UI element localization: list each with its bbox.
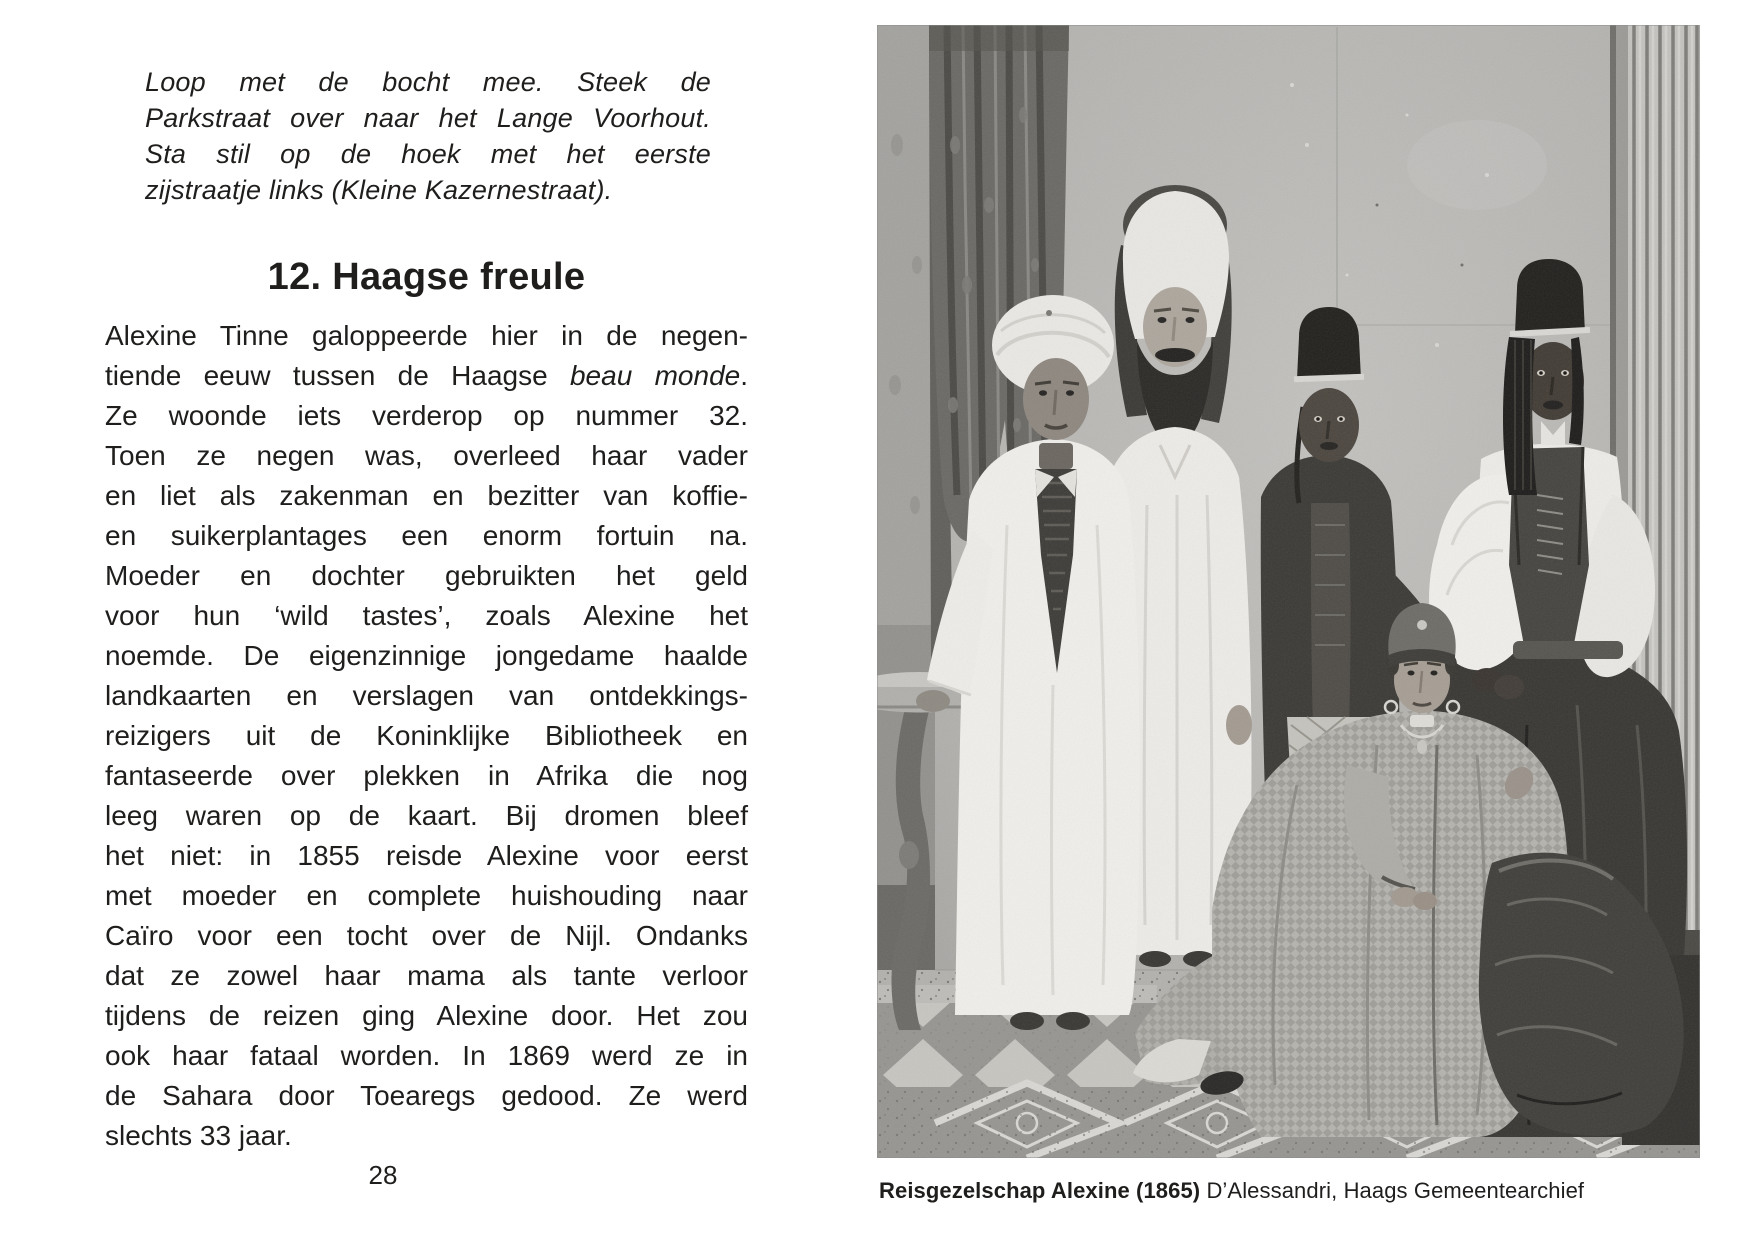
text-line: en suikerplantages een enorm fortuin na. <box>105 520 748 551</box>
text-line: Loop met de bocht mee. Steek de <box>145 67 711 97</box>
text-line: Parkstraat over naar het Lange Voorhout. <box>145 103 711 133</box>
chapter-heading: 12. Haagse freule <box>267 256 586 298</box>
text-line: dat ze zowel haar mama als tante verloor <box>105 960 748 991</box>
text-line: zijstraatje links (Kleine Kazernestraat). <box>145 175 613 205</box>
text-line: fantaseerde over plekken in Afrika die nog <box>105 760 748 791</box>
text-line: leeg waren op de kaart. Bij dromen bleef <box>105 800 748 831</box>
text-line: Alexine Tinne galoppeerde hier in de negen- <box>105 320 748 351</box>
body-paragraph <box>105 316 748 1156</box>
caption-title: Reisgezelschap Alexine (1865) <box>879 1178 1201 1203</box>
page-number: 28 <box>368 1160 398 1190</box>
text-line: Ze woonde iets verderop op nummer 32. <box>105 400 748 431</box>
text-line: reizigers uit de Koninklijke Bibliotheek en <box>105 720 748 751</box>
text-line: Toen ze negen was, overleed haar vader <box>105 440 748 471</box>
text-line: ook haar fataal worden. In 1869 werd ze in <box>105 1040 748 1071</box>
text-line: voor hun ‘wild tastes’, zoals Alexine het <box>105 600 748 631</box>
text-line: met moeder en complete huishouding naar <box>105 880 748 911</box>
text-line: slechts 33 jaar. <box>105 1120 292 1151</box>
text-line: Moeder en dochter gebruikten het geld <box>105 560 748 591</box>
text-line: en liet als zakenman en bezitter van koffie- <box>105 480 748 511</box>
travel-group-photograph <box>877 25 1700 1158</box>
text-line: Caïro voor een tocht over de Nijl. Ondanks <box>105 920 748 951</box>
text-line: het niet: in 1855 reisde Alexine voor eerst <box>105 840 748 871</box>
text-line: tijdens de reizen ging Alexine door. Het zou <box>105 1000 748 1031</box>
text-line: landkaarten en verslagen van ontdekkings- <box>105 680 748 711</box>
text-line: Sta stil op de hoek met het eerste <box>145 139 711 169</box>
text-line: tiende eeuw tussen de Haagse beau monde. <box>105 360 748 391</box>
caption-credit: D’Alessandri, Haags Gemeentearchief <box>1200 1178 1585 1203</box>
text-line: de Sahara door Toearegs gedood. Ze werd <box>105 1080 748 1111</box>
photo-caption <box>879 1176 1700 1206</box>
walking-directions-paragraph <box>145 64 711 208</box>
text-line: noemde. De eigenzinnige jongedame haalde <box>105 640 748 671</box>
